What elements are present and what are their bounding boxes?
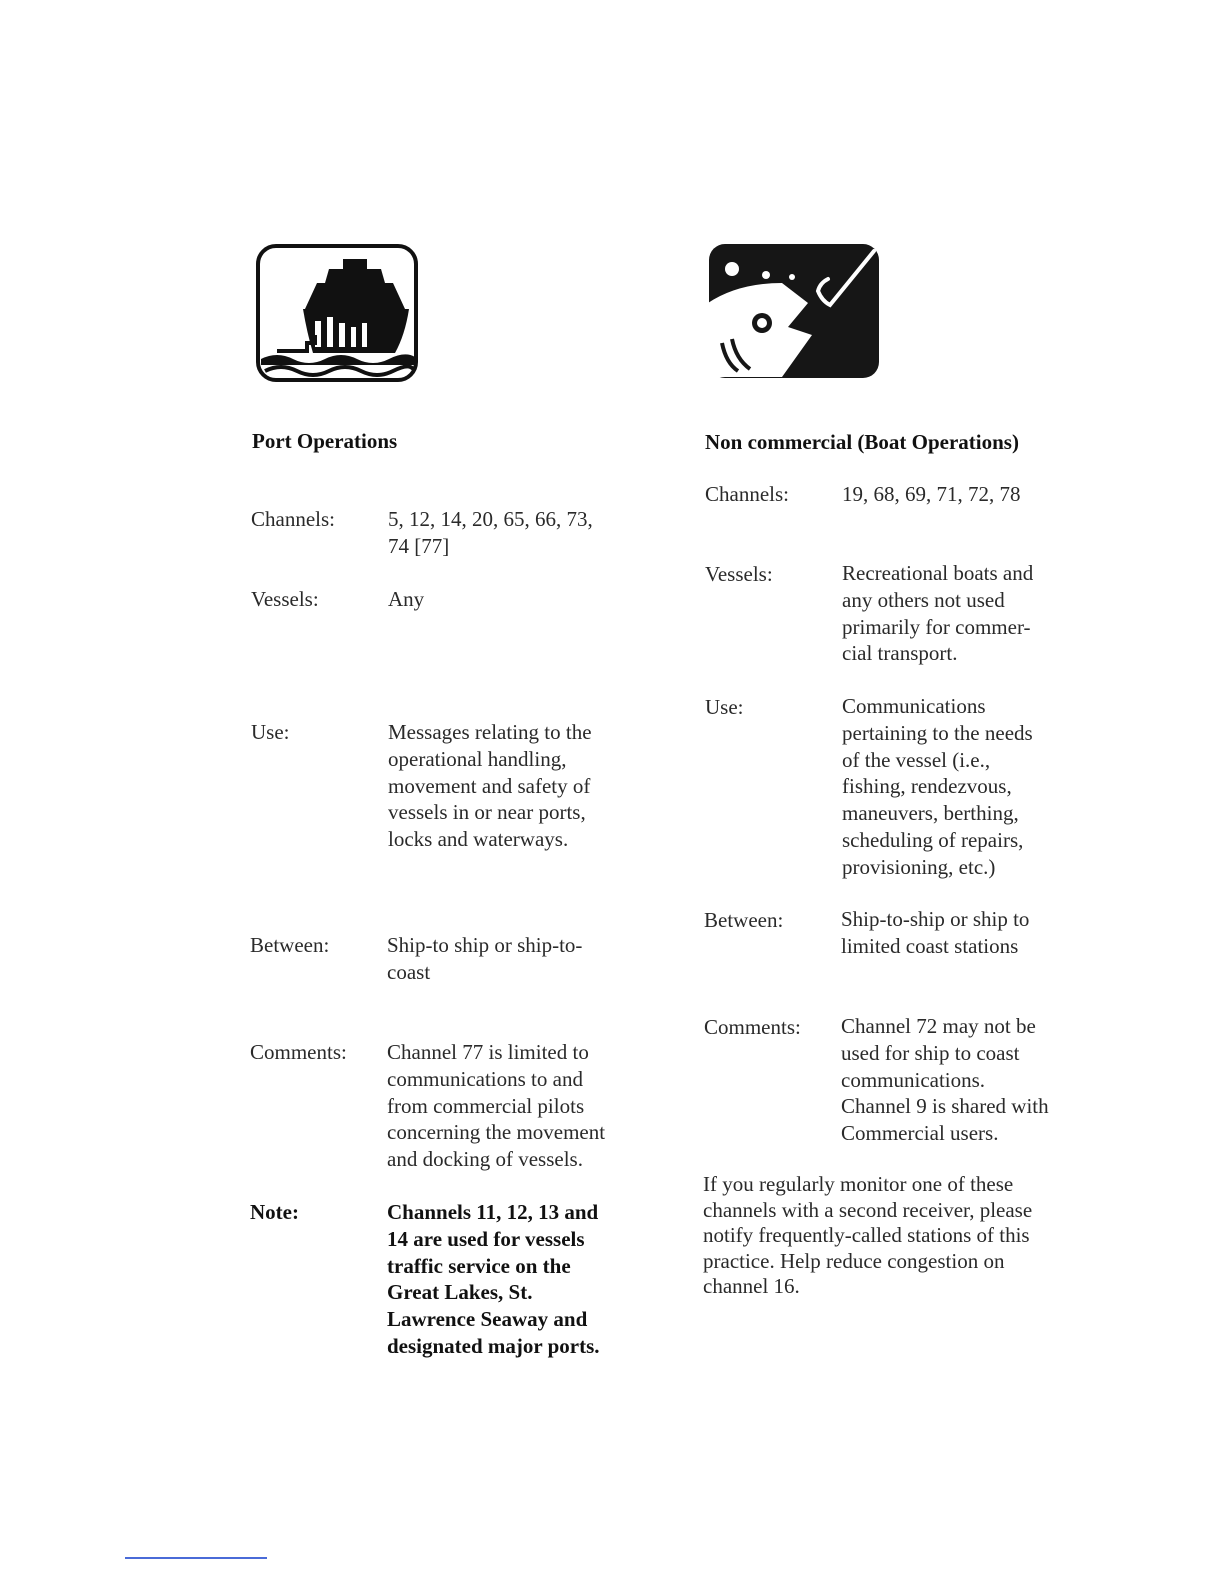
left-channels-value: 5, 12, 14, 20, 65, 66, 73, 74 [77]	[388, 507, 593, 558]
left-note-label: Note:	[250, 1200, 299, 1224]
right-vessels-label: Vessels:	[705, 562, 773, 586]
ship-icon	[255, 243, 419, 383]
right-channels-value: 19, 68, 69, 71, 72, 78	[842, 482, 1021, 506]
right-channels-label: Channels:	[705, 482, 789, 506]
left-vessels-value: Any	[388, 587, 425, 611]
right-between-value: Ship-to-ship or ship to limited coast stations	[841, 907, 1030, 958]
left-comments-label: Comments:	[250, 1040, 347, 1064]
fish-hook-icon	[708, 243, 880, 379]
left-use-value: Messages relating to the operational handling, movement and safety of vessels in or near ports, locks and waterways.	[388, 720, 592, 852]
right-use-label: Use:	[705, 695, 744, 719]
port-operations-heading: Port Operations	[252, 429, 398, 453]
left-between-value: Ship-to ship or ship-to- coast	[387, 933, 583, 984]
left-comments-value: Channel 77 is limited to communications to and from commercial pilots concerning the movement and docking of vessels.	[387, 1040, 606, 1172]
left-channels-label: Channels:	[251, 507, 335, 531]
monitoring-paragraph: If you regularly monitor one of these channels with a second receiver, please notify frequently-called stations of this practice. Help reduce congestion on channel 16.	[703, 1172, 1033, 1298]
left-use-label: Use:	[251, 720, 290, 744]
right-vessels-value: Recreational boats and any others not used primarily for commer- cial transport.	[842, 561, 1034, 666]
right-between-label: Between:	[704, 908, 784, 932]
footnote-divider	[125, 1557, 267, 1559]
right-comments-label: Comments:	[704, 1015, 801, 1039]
left-note-value: Channels 11, 12, 13 and 14 are used for vessels traffic service on the Great Lakes, St. Lawrence Seaway and designated major ports.	[387, 1200, 600, 1358]
right-comments-value: Channel 72 may not be used for ship to coast communications. Channel 9 is shared with Commercial users.	[841, 1014, 1049, 1146]
left-between-label: Between:	[250, 933, 330, 957]
left-vessels-label: Vessels:	[251, 587, 319, 611]
non-commercial-heading: Non commercial (Boat Operations)	[705, 430, 1019, 454]
right-use-value: Communications pertaining to the needs of the vessel (i.e., fishing, rendezvous, maneuvers, berthing, scheduling of repairs, provisioning, etc.)	[842, 694, 1033, 879]
